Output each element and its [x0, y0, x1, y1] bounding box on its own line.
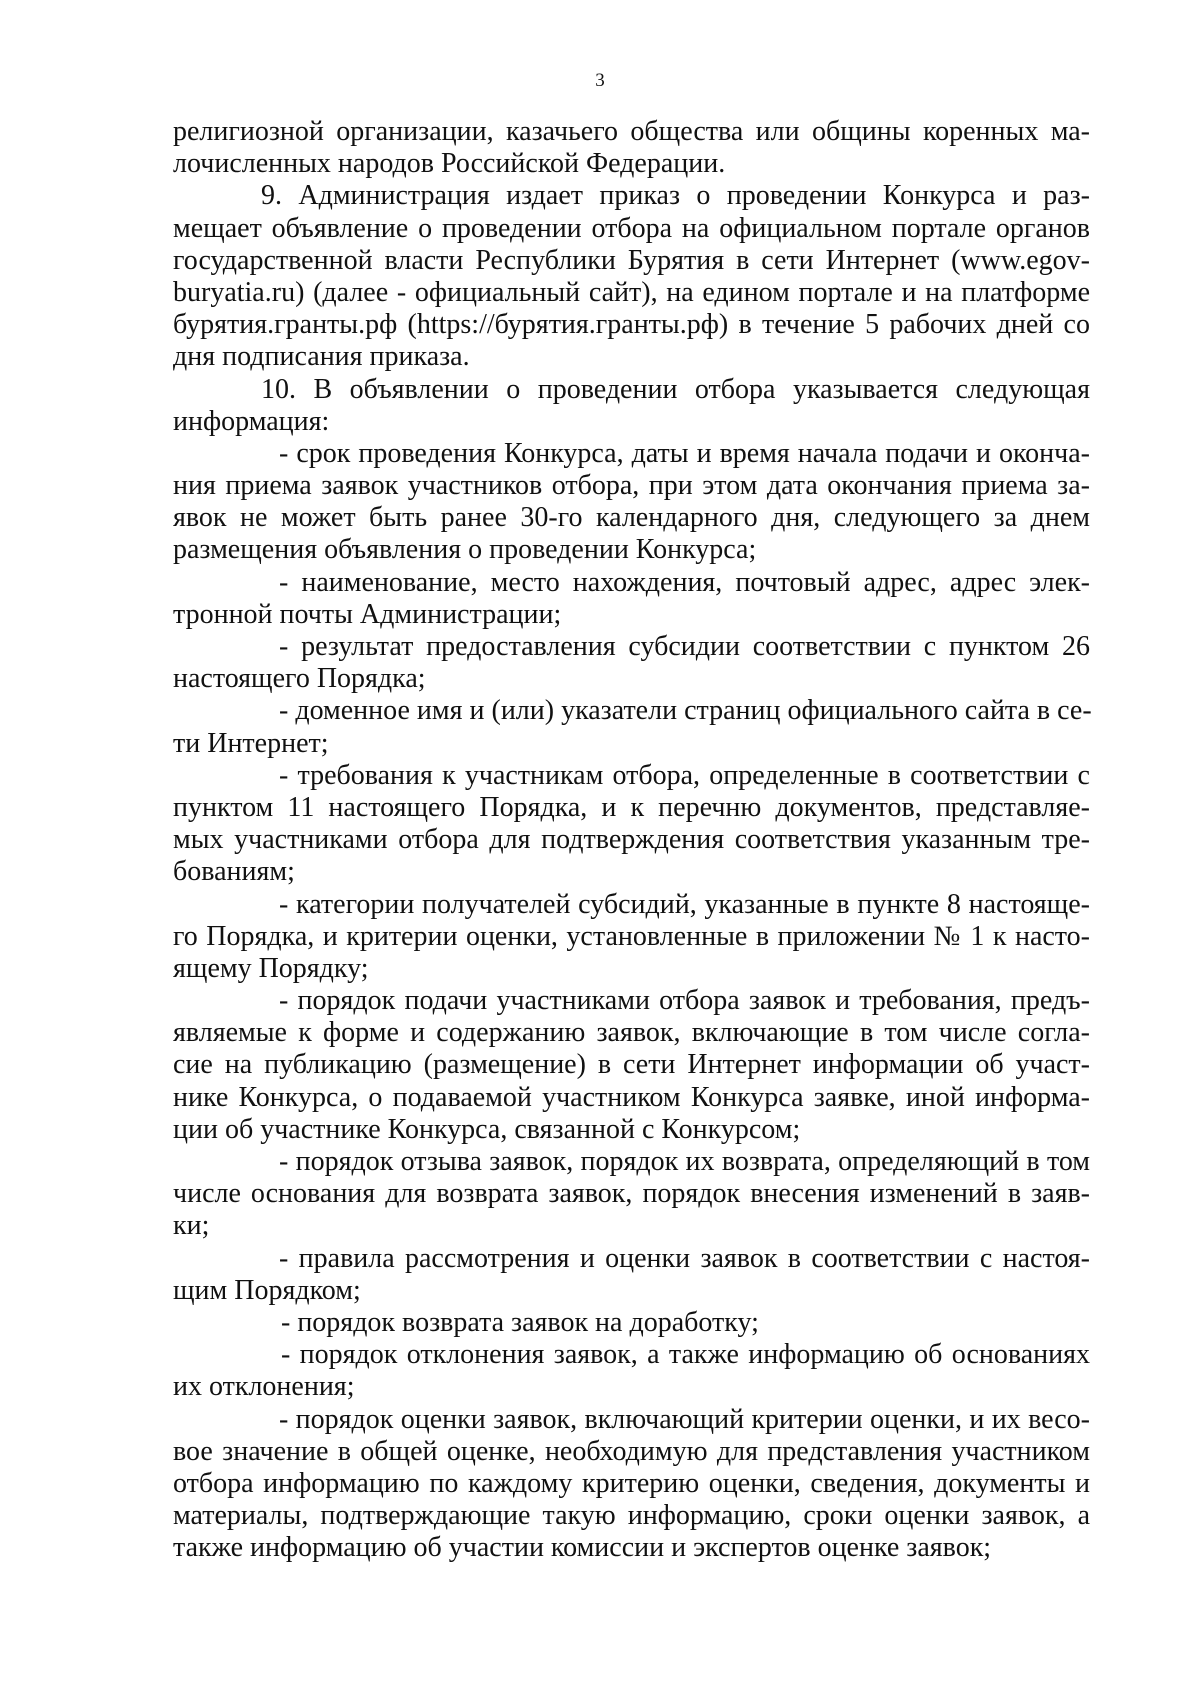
text-line: ния приема заявок участников отбора, при этом дата окончания приема за- [173, 470, 1090, 502]
text-line: - порядок подачи участниками отбора заявок и требования, предъ- [279, 985, 1090, 1017]
text-line: - порядок отклонения заявок, а также информацию об основаниях [281, 1339, 1090, 1371]
text-line: информация: [173, 405, 330, 437]
text-line: - срок проведения Конкурса, даты и время начала подачи и оконча- [279, 437, 1090, 469]
text-line: пунктом 11 настоящего Порядка, и к перечню документов, представляе- [173, 791, 1090, 823]
text-line: - порядок оценки заявок, включающий критерии оценки, и их весо- [279, 1403, 1090, 1435]
text-line: бурятия.гранты.рф (https://бурятия.гранты.рф) в течение 5 рабочих дней со [173, 309, 1090, 341]
text-line: - требования к участникам отбора, определенные в соответствии с [279, 759, 1090, 791]
text-line: - порядок возврата заявок на доработку; [281, 1306, 759, 1338]
text-line: - категории получателей субсидий, указанные в пункте 8 настояще- [279, 888, 1090, 920]
text-line: числе основания для возврата заявок, порядок внесения изменений в заяв- [173, 1178, 1090, 1210]
text-line: религиозной организации, казачьего общества или общины коренных ма- [173, 116, 1090, 147]
text-line: buryatia.ru) (далее - официальный сайт), на едином портале и на платформе [173, 276, 1090, 308]
text-line: 10. В объявлении о проведении отбора указывается следующая [261, 373, 1090, 405]
text-line: ки; [173, 1210, 210, 1242]
text-line: бованиям; [173, 856, 295, 888]
text-line: 9. Администрация издает приказ о проведении Конкурса и раз- [261, 180, 1090, 212]
text-line: - доменное имя и (или) указатели страниц официального сайта в се- [279, 695, 1092, 727]
text-line: - порядок отзыва заявок, порядок их возврата, определяющий в том [279, 1146, 1090, 1177]
text-line: го Порядка, и критерии оценки, установленные в приложении № 1 к насто- [173, 920, 1090, 952]
text-line: - наименование, место нахождения, почтовый адрес, адрес элек- [279, 566, 1090, 598]
text-line: размещения объявления о проведении Конкурса; [173, 534, 757, 566]
text-line: настоящего Порядка; [173, 663, 426, 695]
text-line: дня подписания приказа. [173, 341, 470, 373]
text-line: ции об участнике Конкурса, связанной с Конкурсом; [173, 1113, 801, 1145]
text-line: отбора информацию по каждому критерию оценки, сведения, документы и [173, 1467, 1090, 1499]
text-line: - результат предоставления субсидии соответствии с пунктом 26 [279, 631, 1090, 662]
text-line: щим Порядком; [173, 1274, 361, 1306]
text-line: государственной власти Республики Бурятия в сети Интернет (www.egov- [173, 244, 1090, 276]
text-line: мещает объявление о проведении отбора на официальном портале органов [173, 212, 1090, 244]
text-line: ти Интернет; [173, 727, 329, 759]
text-line: тронной почты Администрации; [173, 598, 562, 630]
text-line: - правила рассмотрения и оценки заявок в соответствии с настоя- [279, 1242, 1090, 1274]
text-line: ящему Порядку; [173, 952, 369, 984]
document-body [173, 116, 1090, 1564]
page-number: 3 [595, 70, 605, 91]
text-line: материалы, подтверждающие такую информацию, сроки оценки заявок, а [173, 1500, 1090, 1532]
text-line: лочисленных народов Российской Федерации. [173, 148, 726, 180]
text-line: являемые к форме и содержанию заявок, включающие в том числе согла- [173, 1017, 1090, 1049]
text-line: сие на публикацию (размещение) в сети Интернет информации об участ- [173, 1049, 1090, 1081]
text-line: явок не может быть ранее 30-го календарного дня, следующего за днем [173, 502, 1090, 534]
text-line: нике Конкурса, о подаваемой участником Конкурса заявке, иной информа- [173, 1081, 1090, 1113]
text-line: также информацию об участии комиссии и экспертов оценке заявок; [173, 1532, 992, 1564]
text-line: их отклонения; [173, 1371, 355, 1403]
text-line: мых участниками отбора для подтверждения соответствия указанным тре- [173, 824, 1090, 856]
text-line: вое значение в общей оценке, необходимую для представления участником [173, 1435, 1090, 1467]
